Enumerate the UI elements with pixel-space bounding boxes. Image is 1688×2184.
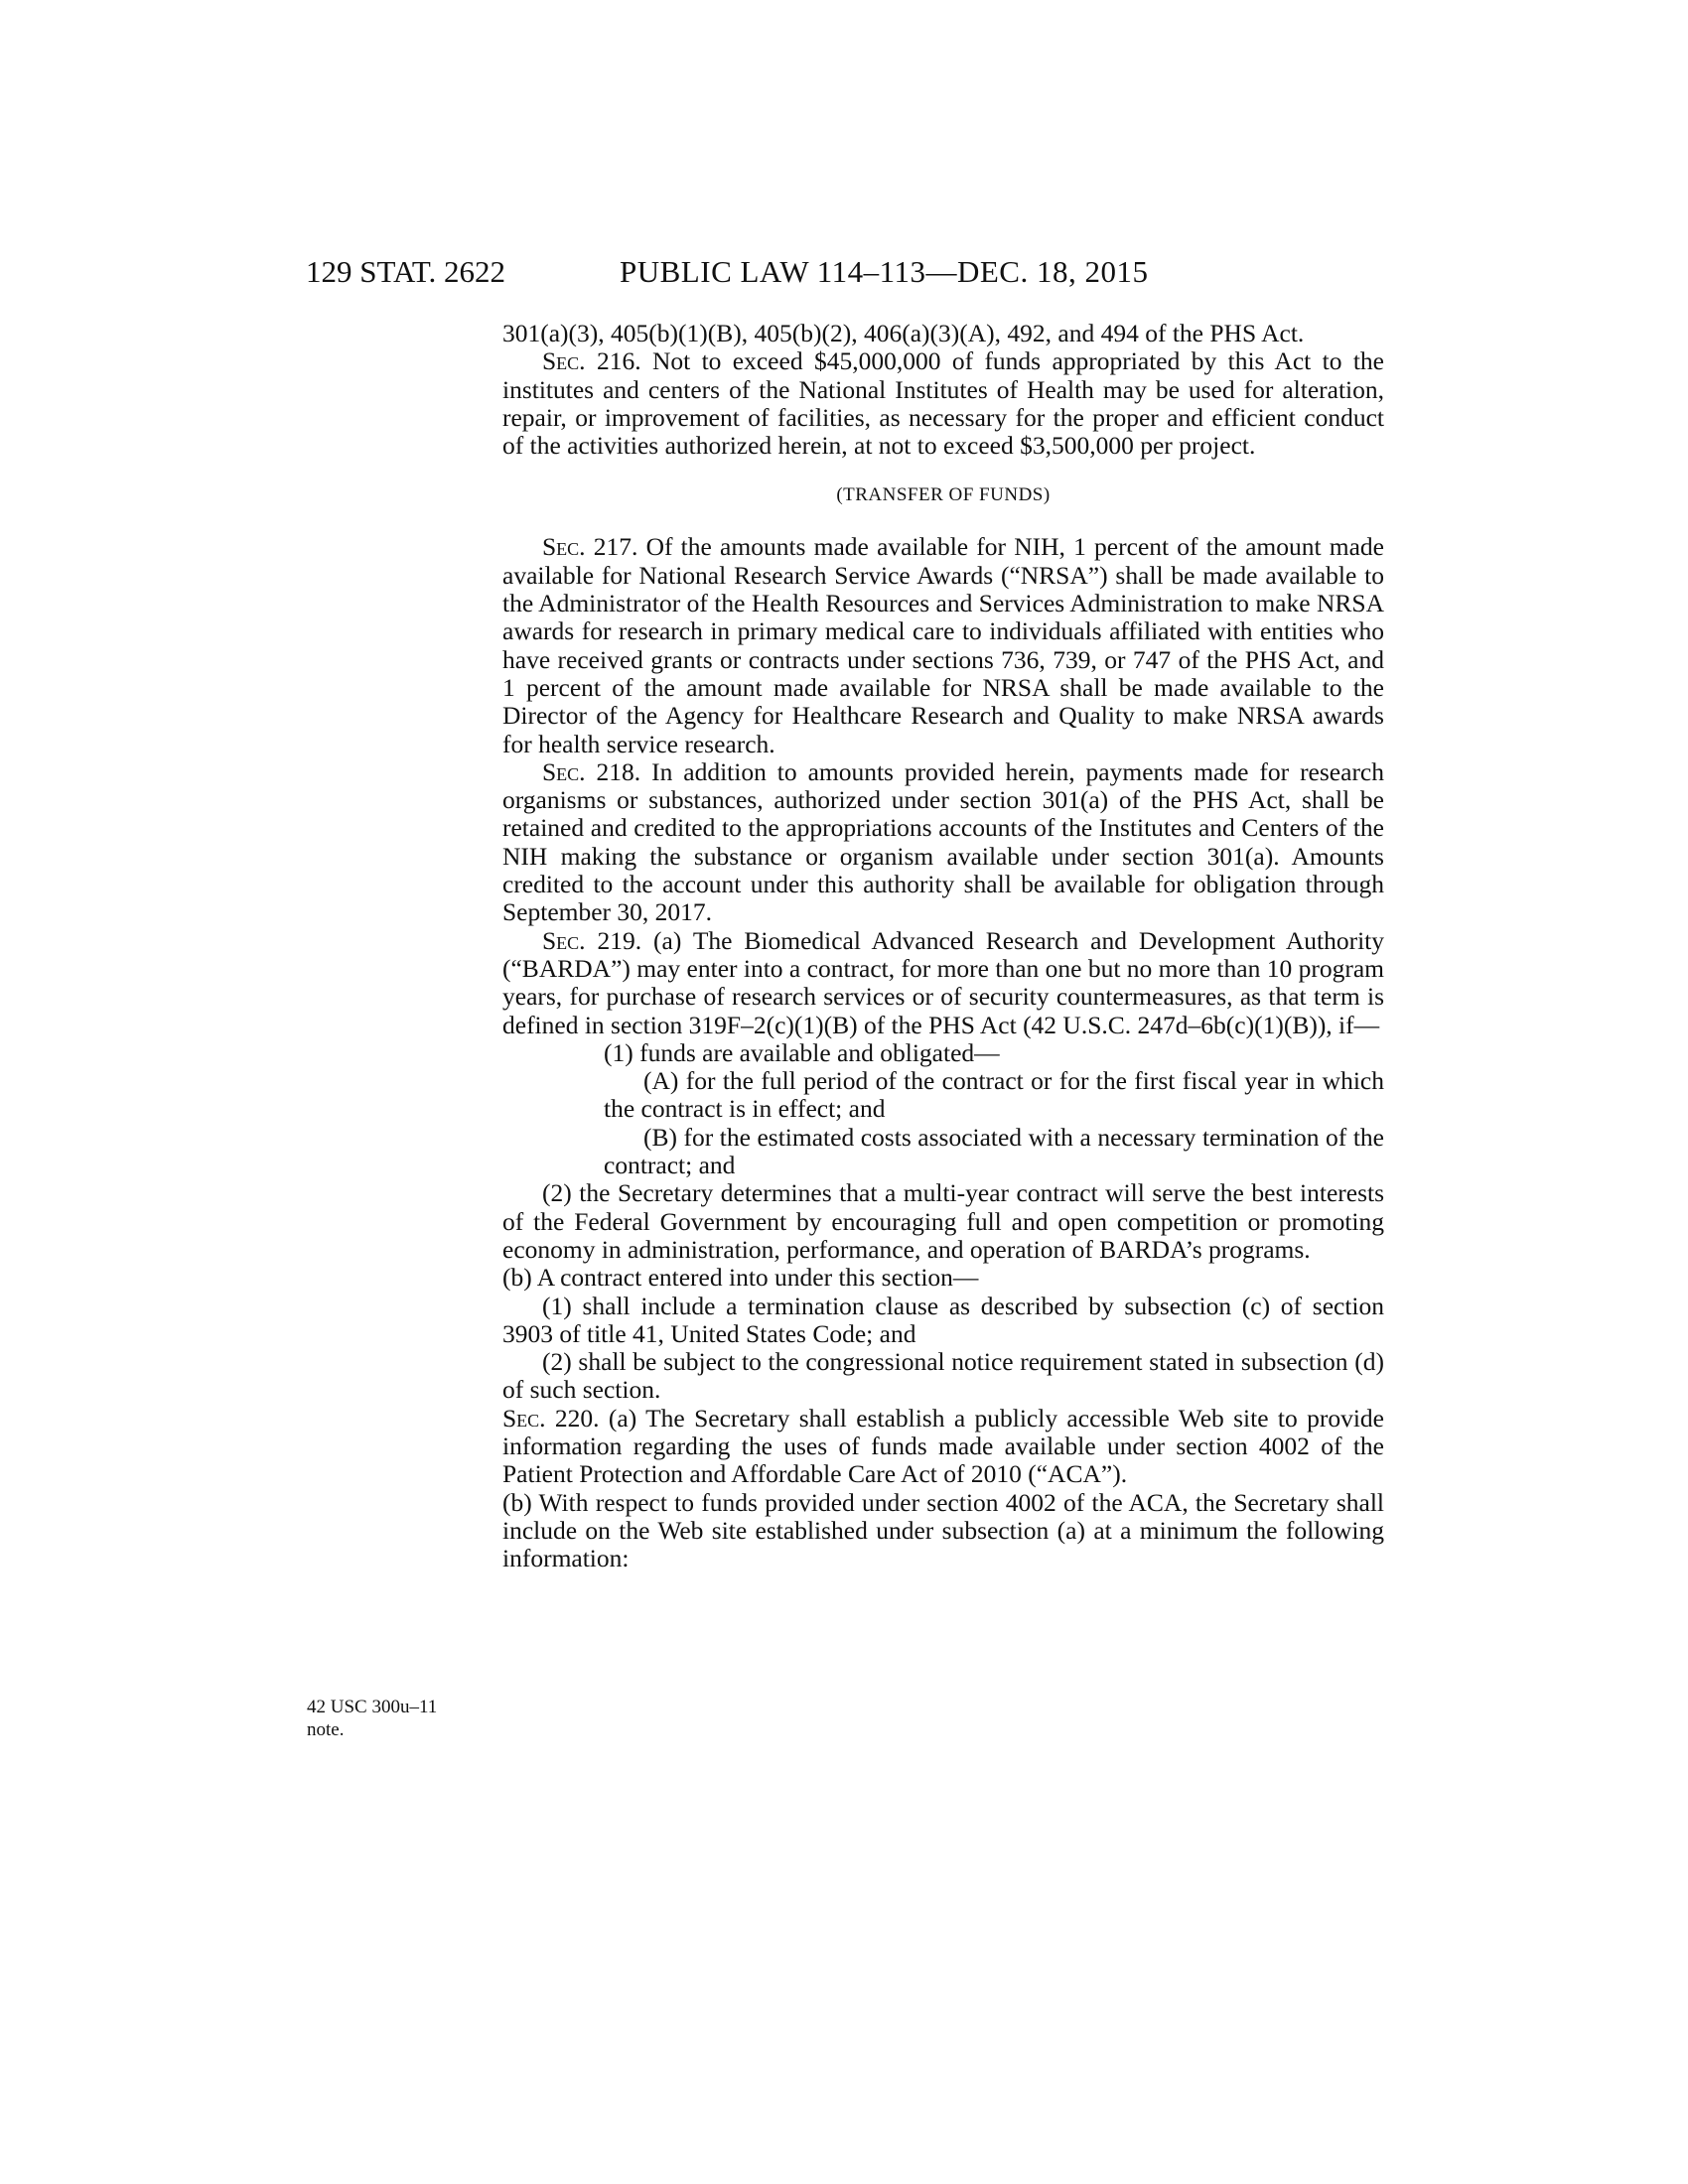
paragraph-continued: 301(a)(3), 405(b)(1)(B), 405(b)(2), 406(a)(3)(A), 492, and 494 of the PHS Act. bbox=[502, 319, 1305, 347]
page-header bbox=[0, 252, 1688, 292]
section-label: Sec. bbox=[542, 346, 586, 376]
law-title: PUBLIC LAW 114–113—DEC. 18, 2015 bbox=[620, 254, 1149, 289]
stat-citation: 129 STAT. 2622 bbox=[306, 254, 506, 289]
section-219-a-1-A: (A) for the full period of the contract or for the first fiscal year in which the contract is in effect; and bbox=[604, 1066, 1384, 1124]
margin-note-label: note. bbox=[307, 1719, 345, 1740]
section-216-text: 216. Not to exceed $45,000,000 of funds appropriated by this Act to the institutes and centers of the National Institutes of Health may be used for alteration, repair, or improvement of facilities, as necessary for the proper and efficient conduct of the activities authorized herein, at not to exceed $3,500,000 per project. bbox=[502, 346, 1384, 461]
section-216 bbox=[502, 347, 1384, 460]
section-219-b: (b) A contract entered into under this section— bbox=[502, 1263, 979, 1293]
section-218-text: 218. In addition to amounts provided herein, payments made for research organisms or substances, authorized under section 301(a) of the PHS Act, shall be retained and credited to the appropriations accounts of the Institutes and Centers of the NIH making the substance or organism available under section 301(a). Amounts credited to the account under this authority shall be available for obligation through September 30, 2017. bbox=[502, 756, 1384, 927]
margin-note-citation: 42 USC 300u–11 bbox=[307, 1697, 438, 1717]
transfer-of-funds-heading: (TRANSFER OF FUNDS) bbox=[836, 484, 1051, 506]
section-220-text: 220. (a) The Secretary shall establish a publicly accessible Web site to provide information regarding the uses of funds made available under section 4002 of the Patient Protection and Affordable Care Act of 2010 (“ACA”). bbox=[502, 1403, 1384, 1489]
section-label: Sec. bbox=[502, 1403, 546, 1433]
section-label: Sec. bbox=[542, 532, 586, 562]
section-220 bbox=[502, 1405, 1384, 1489]
section-label: Sec. bbox=[542, 756, 586, 786]
section-219-a-1: (1) funds are available and obligated— bbox=[604, 1037, 1000, 1067]
section-219-b-2: (2) shall be subject to the congressional notice requirement stated in subsection (d) of such section. bbox=[502, 1347, 1384, 1405]
body-text bbox=[502, 320, 1384, 1572]
section-219-b-1: (1) shall include a termination clause as described by subsection (c) of section 3903 of title 41, United States Code; and bbox=[502, 1291, 1384, 1348]
section-218 bbox=[502, 758, 1384, 927]
section-219-a-1-B: (B) for the estimated costs associated with a necessary termination of the contract; and bbox=[604, 1122, 1384, 1180]
section-219-text: 219. (a) The Biomedical Advanced Research and Development Authority (“BARDA”) may enter into a contract, for more than one but no more than 10 program years, for purchase of research services or of security countermeasures, as that term is defined in section 319F–2(c)(1)(B) of the PHS Act (42 U.S.C. 247d–6b(c)(1)(B)), if— bbox=[502, 925, 1384, 1039]
margin-note bbox=[307, 1696, 476, 1741]
section-219 bbox=[502, 927, 1384, 1039]
section-217-text: 217. Of the amounts made available for NIH, 1 percent of the amount made available for National Research Service Awards (“NRSA”) shall be made available to the Administrator of the Health Resources and Services Administration to make NRSA awards for research in primary medical care to individuals affiliated with entities who have received grants or contracts under sections 736, 739, or 747 of the PHS Act, and 1 percent of the amount made available for NRSA shall be made available to the Director of the Agency for Healthcare Research and Quality to make NRSA awards for health service research. bbox=[502, 532, 1384, 758]
section-label: Sec. bbox=[542, 925, 586, 955]
section-219-a-2: (2) the Secretary determines that a multi-year contract will serve the best interests of the Federal Government by encouraging full and open competition or promoting economy in administration, performance, and operation of BARDA’s programs. bbox=[502, 1178, 1384, 1264]
section-220-b: (b) With respect to funds provided under section 4002 of the ACA, the Secretary shall include on the Web site established under subsection (a) at a minimum the following information: bbox=[502, 1487, 1384, 1573]
section-217 bbox=[502, 533, 1384, 757]
